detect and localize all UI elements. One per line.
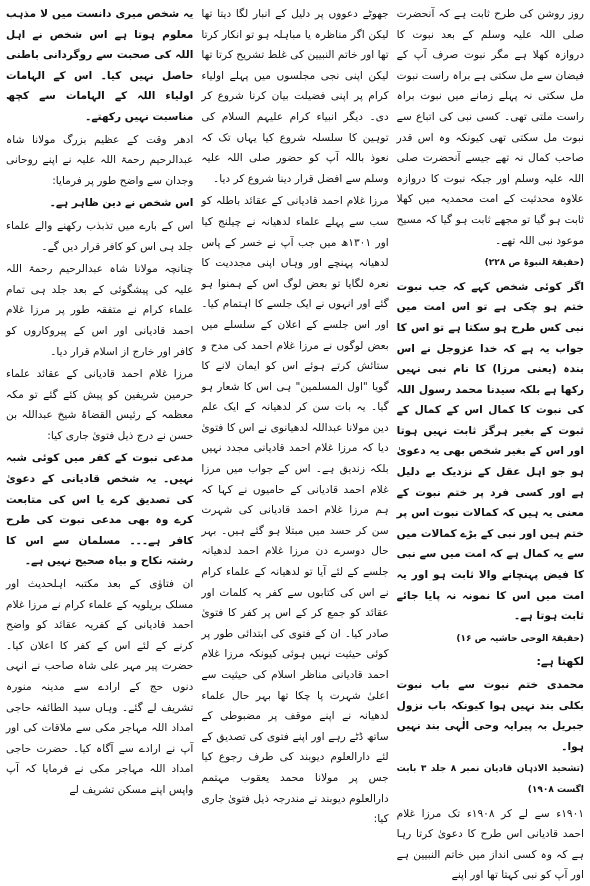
paragraph: ادھر وقت کے عظیم بزرگ مولانا شاہ عبدالرحیم رحمۃ اللہ علیہ نے اپنے روحانی وجدان سے واضح طور پر فرمایا: (6, 133, 194, 187)
paragraph: مرزا غلام احمد قادیانی کے عقائد باطلہ کو سب سے پہلے علماء لدھیانہ نے چیلنج کیا اور ۱۳۰۱ھ میں جب آپ نے خسر کے پاس لدھیانہ پہنچے اور وہاں اپنی مجددیت کا نعرہ لگایا تو بعض لوگ اس کے ہمنوا ہو گئے اور انہوں نے ایک جلسے کا اہتمام کیا۔ اور اس جلسے کے اعلان کے سلسلے میں بعض لوگوں نے مرزا غلام احمد کی مدح و ستائش کرتے ہوئے اس کو ایمان لانے کا گویا "اول المسلمین" ہی اس کا شعار ہو گیا۔ یہ بات سن کر لدھیانہ کے ایک علم دین مولانا عبداللہ لدھیانوی نے اس کا فتویٰ دیا کہ مرزا غلام احمد قادیانی مجدد نہیں بلکہ زندیق ہے۔ اس کے جواب میں مرزا غلام احمد قادیانی کے حامیوں نے کہا کہ ہم مرزا غلام احمد قادیانی کی شہرت سن کر حسد میں مبتلا ہو گئے ہیں۔ بہر حال دوسرے دن مرزا غلام احمد لدھیانہ جلسے کے لئے آیا تو لدھیانہ کے علماء کرام نے اس کی کتابوں سے کفر یہ کلمات اور عقائد کو جمع کر کے اس پر کفر کا فتویٰ صادر کیا۔ ان کے فتوی کی ابتدائی طور پر کوئی حیثیت نہیں ہوئی کیونکہ مرزا غلام احمد قادیانی مناظر اسلام کی حیثیت سے اعلیٰ شہرت پا چکا تھا بہر حال علماء لدھیانہ نے اپنے موقف پر مضبوطی کے ساتھ ڈٹے رہے اور اپنے فتوی کی تصدیق کے لئے دارالعلوم دیوبند کی طرف رجوع کیا جس پر مولانا محمد یعقوب مہتمم دارالعلوم دیوبند نے مندرجہ ذیل فتویٰ جاری کیا: (201, 195, 389, 826)
paragraph: اس کے بارے میں تذبذب رکھنے والے علماء جلد ہی اس کو کافر قرار دیں گے۔ (6, 219, 194, 253)
quotation: محمدی ختم نبوت سے باب نبوت بکلی بند نہیں ہوا کیونکہ باب نزول جبریل بہ پیرایہ وحی الٰہی بند نہیں ہوا۔ (396, 679, 584, 753)
sub-heading: لکھتا ہے: (536, 655, 584, 669)
quotation: اگر کوئی شخص کہے کہ جب نبوت ختم ہو چکی ہے تو اس امت میں نبی کس طرح ہو سکتا ہے تو اس کا جواب یہ ہے کہ خدا عزوجل نے اس بندہ (یعنی مرزا) کا نام نبی نہیں رکھا ہے بلکہ سیدنا محمد رسول اللہ کی نبوت کا کمال اس کے کمال کے ثبوت کے بغیر ہرگز ثابت نہیں ہوتا اور اس کے بغیر شخص بھی یہ دعویٰ ہو جو اہل عقل کے نزدیک بے دلیل ہے اور کسی فرد پر ختم نبوت کے معنی یہ ہیں کہ کمالات نبوت اس پر ختم ہیں اور نبی کے بڑے کمالات میں سے یہ کمال ہے کہ امت میں سے نبی کا فیض پہنچانے والا ثابت ہو اور یہ امت میں اس کا نمونہ نہ پایا جائے ثابت ہوتا ہے۔ (396, 280, 584, 623)
citation: (حقیقۃ الوحی حاشیہ ص ۱۶) (456, 633, 584, 644)
citation: (حقیقۃ النبوۃ ص ۲۲۸) (484, 258, 584, 269)
text-column-right (396, 4, 584, 882)
text-column-left (6, 4, 194, 796)
quotation: اس شخص نے دین ظاہر ہے۔ (49, 197, 194, 210)
quotation: مدعی نبوت کے کفر میں کوئی شبہ نہیں۔ یہ شخص قادیانی کے دعویٰ کی تصدیق کرے یا اس کی متابعت کرے وہ بھی مدعی نبوت کی طرح کافر ہے۔۔۔ مسلمان سے اس کا رشتہ نکاح و بیاہ صحیح نہیں ہے۔ (6, 452, 194, 568)
paragraph: مرزا غلام احمد قادیانی کے عقائد علماء حرمین شریفین کو پیش کئے گئے تو مکہ معظمہ کے رئیس القضاۃ شیخ عبداللہ بن حسن نے درج ذیل فتویٰ جاری کیا: (6, 368, 194, 442)
citation: (تشحیذ الاذہان قادیان نمبر ۸ جلد ۳ بابت اگست ۱۹۰۸) (396, 764, 584, 795)
text-column-middle (201, 4, 389, 826)
paragraph: ان فتاوٰی کے بعد مکتبہ اہلحدیث اور مسلک بریلویہ کے علماء کرام نے مرزا غلام احمد قادیانی کے کفریہ عقائد کو واضح کرنے کے لئے اس کے کفر کا اعلان کیا۔ حضرت پیر مہر علی شاہ صاحب نے انہی دنوں حج کے ارادے سے مدینہ منورہ تشریف لے گئے۔ وہاں سید الطائفہ حاجی امداد اللہ مہاجر مکی سے ملاقات کی اور آپ نے ارادے سے آگاہ کیا۔ حضرت حاجی امداد اللہ مہاجر مکی نے فرمایا کہ آپ واپس اپنے مسکن تشریف لے (6, 578, 194, 796)
paragraph: جھوٹے دعووں پر دلیل کے انبار لگا دیتا تھا لیکن اگر مناظرہ یا مباہلہ ہو تو انکار کرتا تھا اور خاتم النبیین کی غلط تشریح کرتا تھا لیکن اپنی نجی مجلسوں میں پہلے اولیاء کرام پر اپنی فضیلت بیان کرنا شروع کر دی۔ دیگر انبیاء کرام علیہم السلام کی توہین کا سلسلہ شروع کیا یہاں تک کہ نعوذ باللہ آپ کو حضور صلی اللہ علیہ وسلم سے افضل قرار دینا شروع کر دیا۔ (201, 8, 389, 185)
paragraph: روز روشن کی طرح ثابت ہے کہ آنحضرت صلی اللہ علیہ وسلم کے بعد نبوت کا دروازہ کھلا ہے مگر نبوت صرف آپ کے فیضان سے مل سکتی ہے براہ راست نبوت مل سکتی نہ پہلے زمانے میں نبوت براہ راست ملتی تھی۔ کسی نبی کی اتباع سے نبوت مل سکتی تھی کیونکہ وہ اس قدر صاحب کمال نہ تھے جیسے آنحضرت صلی اللہ علیہ وسلم اور جبکہ نبوت کا دروازہ علاوہ محدثیت کے امت محمدیہ میں کھلا ثابت ہو گیا تو مجھے ثابت ہو گیا کہ مسیح موعود نبی اللہ تھے۔ (396, 8, 584, 247)
quotation: یہ شخص میری دانست میں لا مذہب معلوم ہوتا ہے اس شخص نے اہل اللہ کی صحبت سے روگردانی باطنی حاصل نہیں کیا۔ اس کے الہامات اولیاء اللہ کے الہامات سے کچھ مناسبت نہیں رکھتے۔ (6, 8, 194, 123)
paragraph: ۱۹۰۱ء سے لے کر ۱۹۰۸ء تک مرزا غلام احمد قادیانی اس طرح کا دعویٰ کرتا رہا ہے کہ وہ کسی انداز میں خاتم النبیین ہے اور آپ کو نبی کہتا تھا اور اپنے (396, 807, 584, 882)
paragraph: چنانچہ مولانا شاہ عبدالرحیم رحمۃ اللہ علیہ کی پیشگوئی کے بعد جلد ہی تمام علماء کرام نے متفقہ طور پر مرزا غلام احمد قادیانی اور اس کے پیروکاروں کو کافر اور خارج از اسلام قرار دیا۔ (6, 263, 194, 358)
